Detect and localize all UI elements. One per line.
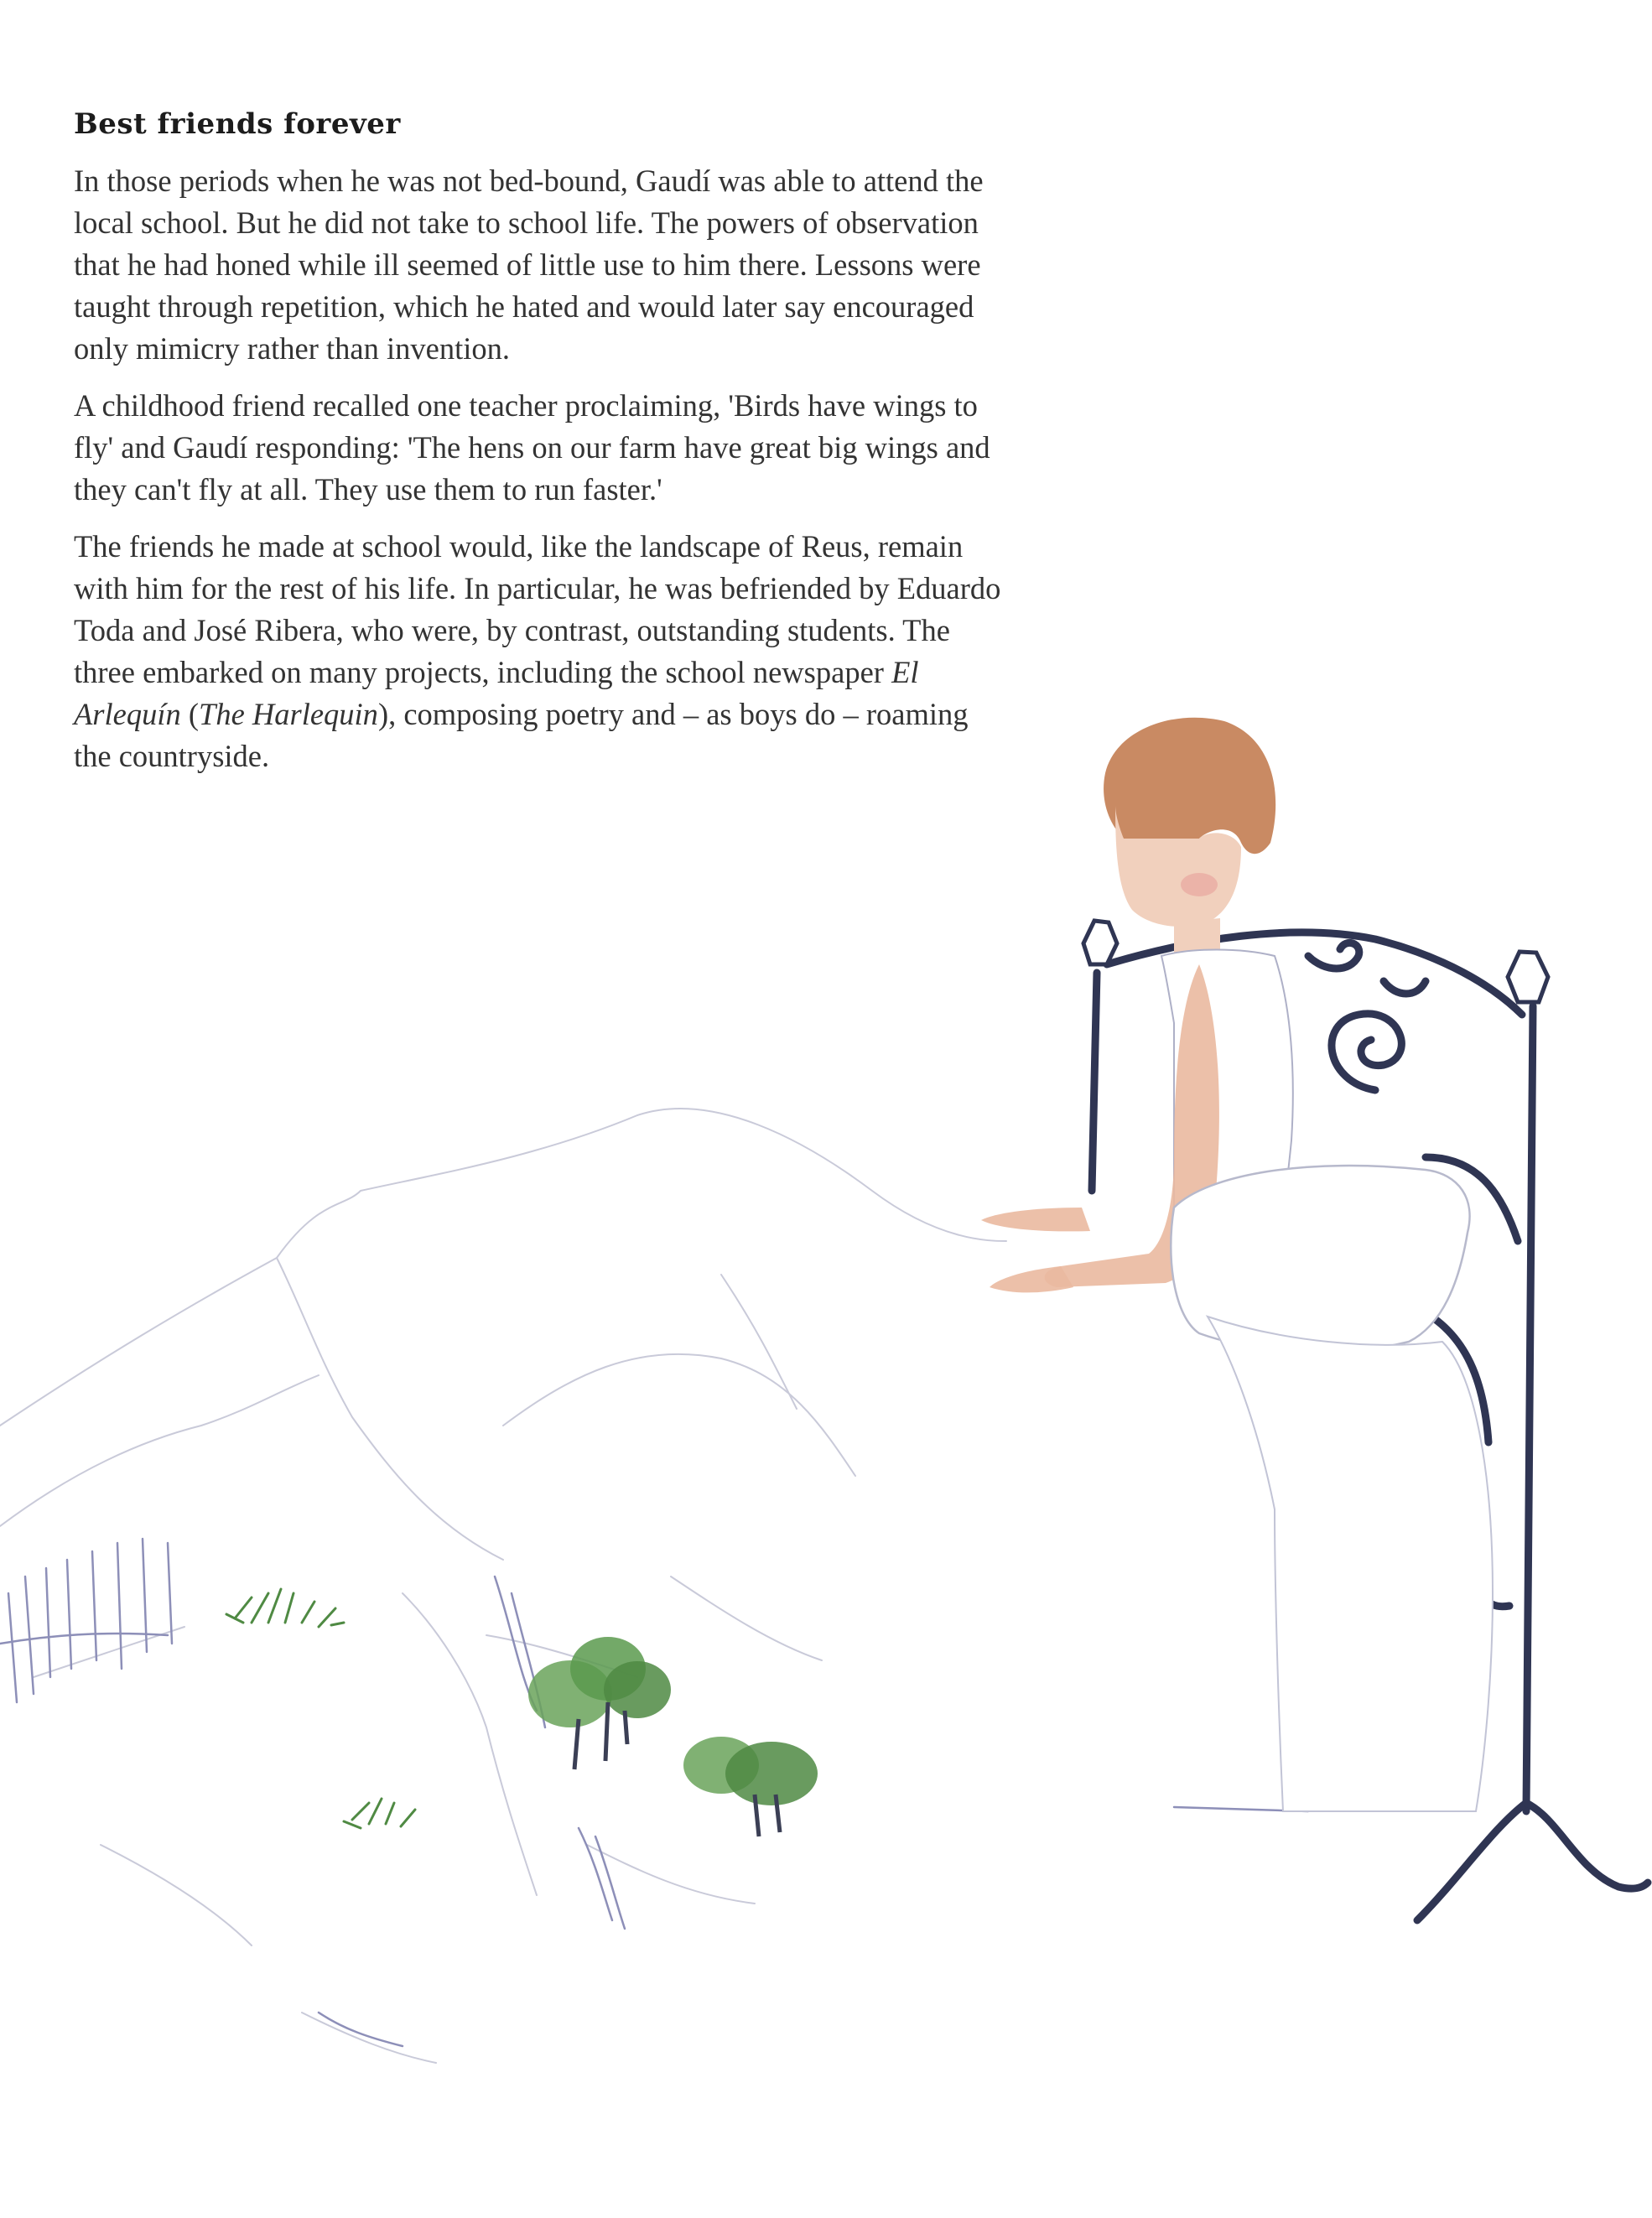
- paragraph-1: In those periods when he was not bed-bound, Gaudí was able to attend the local school. But he did not take to school life. The powers of observation that he had honed while ill seemed of little use to him there. Lessons were taught through repetition, which he hated and would later say encouraged only mimicry rather than invention.: [74, 163, 984, 366]
- paragraph-3-text-b: ), composing poetry and – as boys do – roaming the countryside.: [74, 696, 969, 773]
- tree-cluster-1: [528, 1637, 671, 1769]
- hill-shading: [0, 1539, 1308, 2046]
- hills-sketch: [0, 1109, 1006, 2063]
- paragraph-3-text-a: The friends he made at school would, like the landscape of Reus, remain with him for the rest of his life. In particular, he was befriended by Eduardo Toda and José Ribera, who were, by contrast, outstanding students. The three embarked on many projects, including the school newspaper: [74, 528, 1001, 689]
- section-heading: Best friends forever: [74, 107, 401, 141]
- newspaper-title-translation: The Harlequin: [199, 696, 378, 731]
- shrub-1: [226, 1589, 344, 1627]
- tree-cluster-2: [683, 1737, 818, 1836]
- shrub-2: [344, 1799, 415, 1828]
- paragraph-2: A childhood friend recalled one teacher proclaiming, 'Birds have wings to fly' and Gaudí responding: 'The hens on our farm have great big wings and they can't fly at all. They use them to run faster.': [74, 387, 990, 506]
- boy-figure: [981, 718, 1493, 1811]
- newspaper-title: El Arlequín: [74, 654, 919, 731]
- paragraph-3-paren: (: [180, 696, 200, 731]
